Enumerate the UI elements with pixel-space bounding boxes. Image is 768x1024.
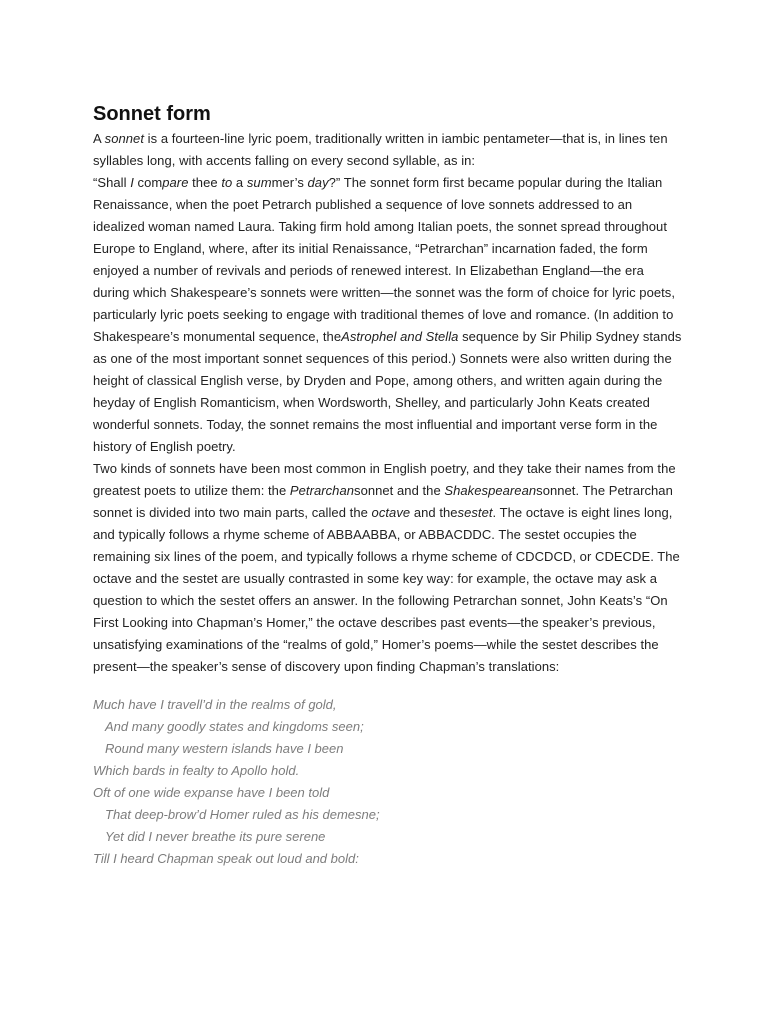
poem-line: Round many western islands have I been (105, 741, 344, 756)
term-octave: octave (371, 505, 411, 520)
term-sestet: sestet (457, 505, 493, 520)
poem-line: Much have I travell’d in the realms of gold, (93, 697, 337, 712)
intro-text: sequence by Sir Philip Sydney stands as one of the most important sonnet sequences of this period.) Sonnets were also written during the height of classical English verse, by Dryden and Pope, among others, and written again during the heyday of English Romanticism, when Wordsworth, Shelley, and particularly John Keats created wonderful sonnets. Today, the sonnet remains the most influential and important verse form in the history of English poetry. (93, 329, 682, 454)
quote-stress: pare (162, 175, 189, 190)
poem-line: Till I heard Chapman speak out loud and bold: (93, 851, 359, 866)
kinds-text: and the (410, 505, 458, 520)
document-page (93, 100, 683, 870)
intro-paragraph (93, 128, 683, 458)
quote-stress: day (307, 175, 329, 190)
kinds-text: sonnet and the (354, 483, 445, 498)
poem-line: And many goodly states and kingdoms seen; (105, 719, 364, 734)
quote-stress: sum (246, 175, 272, 190)
intro-text: A (93, 131, 105, 146)
poem-line: Oft of one wide expanse have I been told (93, 785, 330, 800)
quote-stress: to (221, 175, 233, 190)
poem-line: Yet did I never breathe its pure serene (105, 829, 326, 844)
quote-stress: I (130, 175, 134, 190)
poem-line: That deep-brow’d Homer ruled as his demesne; (105, 807, 380, 822)
title-astrophel: Astrophel and Stella (341, 329, 459, 344)
intro-text: The sonnet form first became popular during the Italian Renaissance, when the poet Petrarch published a sequence of love sonnets addressed to an idealized woman named Laura. Taking firm hold among Italian poets, the sonnet spread throughout Europe to England, where, after its initial Renaissance, “Petrarchan” incarnation faded, the form enjoyed a number of revivals and periods of renewed interest. In Elizabethan England—the era during which Shakespeare’s sonnets were written—the sonnet was the form of choice for lyric poets, particularly lyric poets seeking to engage with traditional themes of love and romance. (In addition to Shakespeare’s monumental sequence, the (93, 175, 676, 344)
page-title: Sonnet form (93, 103, 211, 125)
quote-text: mer’s (271, 175, 308, 190)
kinds-text: . The octave is eight lines long, and typically follows a rhyme scheme of ABBAABBA, or ABBACDDC. The sestet occupies the remaining six lines of the poem, and typically follows a rhyme scheme of CDCDCD, or CDECDE. The octave and the sestet are usually contrasted in some key way: for example, the octave may ask a question to which the sestet offers an answer. In the following Petrarchan sonnet, John Keats’s “On First Looking into Chapman’s Homer,” the octave describes past events—the speaker’s previous, unsatisfying examinations of the “realms of gold,” Homer’s poems—while the sestet describes the present—the speaker’s sense of discovery upon finding Chapman’s translations: (93, 505, 680, 674)
kinds-paragraph (93, 458, 683, 678)
poem-line: Which bards in fealty to Apollo hold. (93, 763, 300, 778)
quote-text: thee (188, 175, 222, 190)
term-shakespearean: Shakespearean (444, 483, 537, 498)
quote-text: com (133, 175, 163, 190)
quote-text: “Shall (93, 175, 131, 190)
kinds-text: sonnet. The Petrarchan sonnet is divided into two main parts, called the (93, 483, 673, 520)
term-petrarchan: Petrarchan (289, 483, 355, 498)
quote-text: a (232, 175, 247, 190)
intro-text: is a fourteen-line lyric poem, traditionally written in iambic pentameter—that is, in lines ten syllables long, with accents falling on every second syllable, as in: (93, 131, 668, 168)
term-sonnet: sonnet (104, 131, 145, 146)
poem-excerpt (93, 694, 683, 870)
kinds-text: Two kinds of sonnets have been most common in English poetry, and they take their names from the greatest poets to utilize them: the (93, 461, 676, 498)
quote-text: ?” (328, 175, 341, 190)
